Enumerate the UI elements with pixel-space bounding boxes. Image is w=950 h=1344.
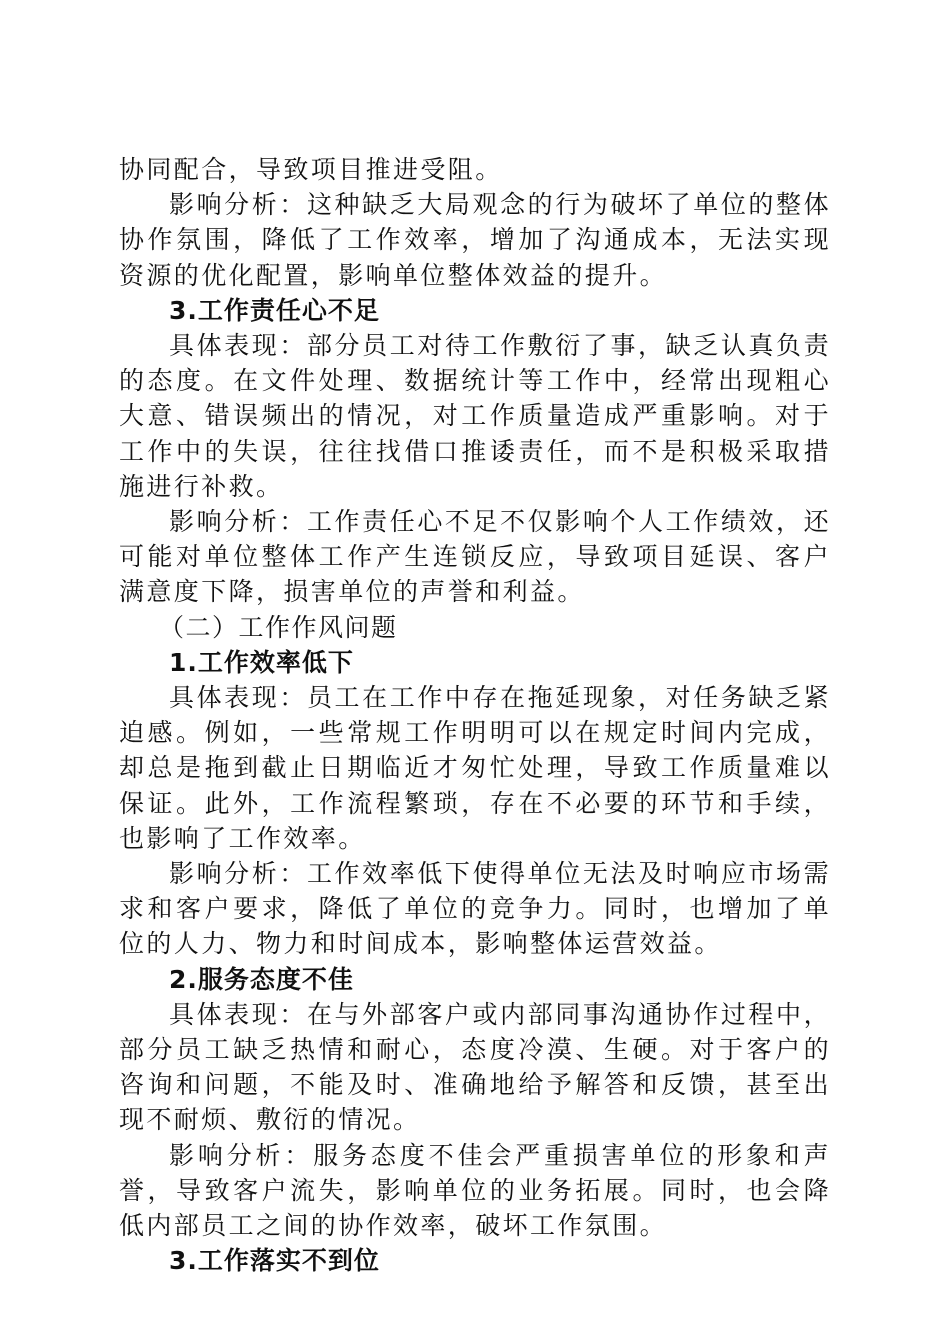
paragraph-impact-analysis: 影响分析：服务态度不佳会严重损害单位的形象和声誉，导致客户流失，影响单位的业务拓展。同时，也会降低内部员工之间的协作效率，破坏工作氛围。: [119, 1140, 831, 1241]
paragraph-impact-analysis: 影响分析：这种缺乏大局观念的行为破坏了单位的整体协作氛围，降低了工作效率，增加了沟通成本，无法实现资源的优化配置，影响单位整体效益的提升。: [119, 190, 831, 290]
paragraph-impact-analysis: 影响分析：工作效率低下使得单位无法及时响应市场需求和客户要求，降低了单位的竞争力。同时，也增加了单位的人力、物力和时间成本，影响整体运营效益。: [119, 859, 831, 959]
paragraph-specific-performance: 具体表现：在与外部客户或内部同事沟通协作过程中，部分员工缺乏热情和耐心，态度冷漠、生硬。对于客户的咨询和问题，不能及时、准确地给予解答和反馈，甚至出现不耐烦、敷衍的情况。: [119, 999, 831, 1135]
document-body: [119, 152, 831, 1279]
paragraph-impact-analysis: 影响分析：工作责任心不足不仅影响个人工作绩效，还可能对单位整体工作产生连锁反应，导致项目延误、客户满意度下降，损害单位的声誉和利益。: [119, 507, 831, 607]
heading-low-efficiency: 1.工作效率低下: [169, 647, 354, 677]
paragraph-continuation: 协同配合，导致项目推进受阻。: [119, 155, 503, 184]
heading-work-responsibility: 3.工作责任心不足: [169, 295, 380, 325]
heading-service-attitude: 2.服务态度不佳: [169, 964, 354, 994]
heading-work-style-issues: （二）工作作风问题: [159, 612, 398, 642]
paragraph-specific-performance: 具体表现：员工在工作中存在拖延现象，对任务缺乏紧迫感。例如，一些常规工作明明可以在规定时间内完成，却总是拖到截止日期临近才匆忙处理，导致工作质量难以保证。此外，工作流程繁琐，存在不必要的环节和手续，也影响了工作效率。: [119, 683, 831, 853]
paragraph-specific-performance: 具体表现：部分员工对待工作敷衍了事，缺乏认真负责的态度。在文件处理、数据统计等工作中，经常出现粗心大意、错误频出的情况，对工作质量造成严重影响。对于工作中的失误，往往找借口推诿责任，而不是积极采取措施进行补救。: [119, 331, 831, 501]
heading-implementation: 3.工作落实不到位: [169, 1246, 380, 1276]
